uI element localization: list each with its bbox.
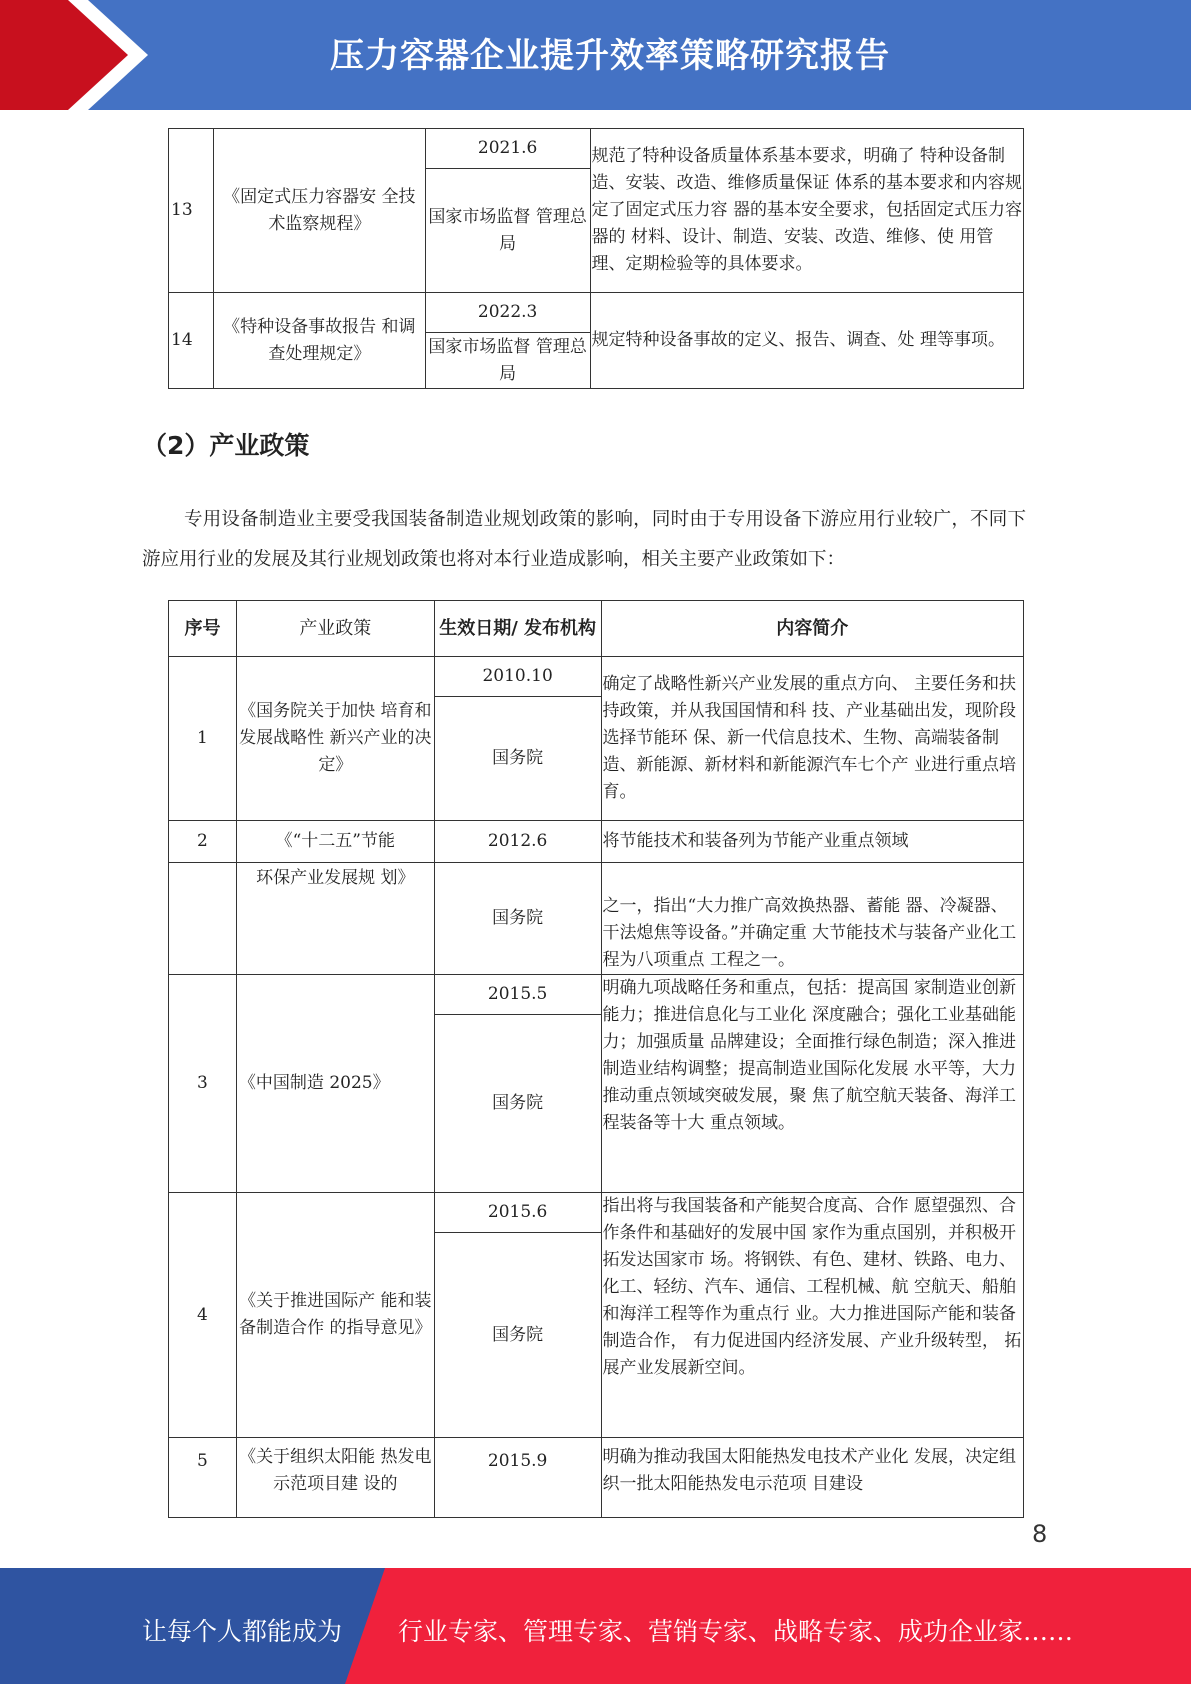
effective-date: 2012.6 bbox=[434, 821, 601, 863]
effective-date: 2015.9 bbox=[434, 1438, 601, 1518]
report-title: 压力容器企业提升效率策略研究报告 bbox=[330, 36, 890, 76]
table-row bbox=[169, 129, 1024, 169]
page-number: 8 bbox=[1032, 1520, 1048, 1548]
policy-summary: 之一，指出“大力推广高效换热器、蓄能 器、冷凝器、干法熄焦等设备。”并确定重 大节能技术与装备产业化工程为八项重点 工程之一。 bbox=[601, 863, 1023, 975]
policy-summary: 明确为推动我国太阳能热发电技术产业化 发展，决定组织一批太阳能热发电示范项 目建设 bbox=[601, 1438, 1023, 1518]
issuing-authority: 国务院 bbox=[434, 1233, 601, 1438]
table-row bbox=[169, 1193, 1024, 1233]
regulation-summary: 规范了特种设备质量体系基本要求，明确了 特种设备制造、安装、改造、维修质量保证 体系的基本要求和内容规定了固定式压力容 器的基本安全要求，包括固定式压力容器的 材料、设计、制造、安装、改造、维修、使 用管理、定期检验等的具体要求。 bbox=[590, 129, 1023, 293]
footer-slogan-right: 行业专家、管理专家、营销专家、战略专家、成功企业家…… bbox=[398, 1617, 1074, 1646]
row-number: 4 bbox=[169, 1193, 237, 1438]
page-footer bbox=[0, 1568, 1191, 1684]
intro-paragraph: 专用设备制造业主要受我国装备制造业规划政策的影响，同时由于专用设备下游应用行业较广，不同下游应用行业的发展及其行业规划政策也将对本行业造成影响，相关主要产业政策如下： bbox=[142, 509, 1026, 570]
effective-date: 2015.6 bbox=[434, 1193, 601, 1233]
policy-summary: 将节能技术和装备列为节能产业重点领域 bbox=[601, 821, 1023, 863]
policy-name: 《关于推进国际产 能和装备制造合作 的指导意见》 bbox=[236, 1193, 434, 1438]
table-row bbox=[169, 657, 1024, 697]
issuing-authority: 国务院 bbox=[434, 1015, 601, 1193]
issuing-authority: 国务院 bbox=[434, 863, 601, 975]
issuing-authority: 国家市场监督 管理总局 bbox=[425, 333, 590, 389]
effective-date: 2015.5 bbox=[434, 975, 601, 1015]
policy-summary: 指出将与我国装备和产能契合度高、合作 愿望强烈、合作条件和基础好的发展中国 家作为重点国别，并积极开拓发达国家市 场。将钢铁、有色、建材、铁路、电力、 化工、轻纺、汽车、通信、工程机械、航 空航天、船舶和海洋工程等作为重点行 业。大力推进国际产能和装备制造合作， 有力促进国内经济发展、产业升级转型， 拓展产业发展新空间。 bbox=[601, 1193, 1023, 1438]
regulation-table bbox=[168, 128, 1024, 389]
table-row bbox=[169, 821, 1024, 863]
row-number-empty bbox=[169, 863, 237, 975]
table-row bbox=[169, 863, 1024, 975]
table-row bbox=[169, 975, 1024, 1015]
effective-date: 2021.6 bbox=[425, 129, 590, 169]
policy-name: 《国务院关于加快 培育和发展战略性 新兴产业的决定》 bbox=[236, 657, 434, 821]
policy-name: 《“十二五”节能 bbox=[236, 821, 434, 863]
row-number: 1 bbox=[169, 657, 237, 821]
table-header-row bbox=[169, 601, 1024, 657]
regulation-name: 《特种设备事故报告 和调查处理规定》 bbox=[213, 293, 425, 389]
policy-name: 《关于组织太阳能 热发电示范项目建 设的 bbox=[236, 1438, 434, 1518]
industry-policy-table bbox=[168, 600, 1024, 1518]
column-header-policy: 产业政策 bbox=[236, 601, 434, 657]
column-header-date-issuer: 生效日期/ 发布机构 bbox=[434, 601, 601, 657]
footer-slogan-left: 让每个人都能成为 bbox=[142, 1617, 343, 1646]
regulation-name: 《固定式压力容器安 全技术监察规程》 bbox=[213, 129, 425, 293]
regulation-summary: 规定特种设备事故的定义、报告、调查、处 理等事项。 bbox=[590, 293, 1023, 389]
column-header-summary: 内容简介 bbox=[601, 601, 1023, 657]
policy-summary: 确定了战略性新兴产业发展的重点方向、 主要任务和扶持政策，并从我国国情和科 技、产业基础出发，现阶段选择节能环 保、新一代信息技术、生物、高端装备制 造、新能源、新材料和新能源汽车七个产 业进行重点培育。 bbox=[601, 657, 1023, 821]
row-number: 2 bbox=[169, 821, 237, 863]
row-number: 3 bbox=[169, 975, 237, 1193]
policy-name: 环保产业发展规 划》 bbox=[236, 863, 434, 975]
policy-summary: 明确九项战略任务和重点，包括：提高国 家制造业创新能力；推进信息化与工业化 深度融合；强化工业基础能力；加强质量 品牌建设；全面推行绿色制造；深入推进 制造业结构调整；提高制造业国际化发展 水平等，大力推动重点领域突破发展，聚 焦了航空航天装备、海洋工程装备等十大 重点领域。 bbox=[601, 975, 1023, 1193]
table-row bbox=[169, 1438, 1024, 1518]
row-number: 13 bbox=[169, 129, 214, 293]
effective-date: 2022.3 bbox=[425, 293, 590, 333]
section-heading: （2）产业政策 bbox=[142, 431, 310, 460]
effective-date: 2010.10 bbox=[434, 657, 601, 697]
issuing-authority: 国务院 bbox=[434, 697, 601, 821]
row-number: 14 bbox=[169, 293, 214, 389]
table-row bbox=[169, 293, 1024, 333]
column-header-number: 序号 bbox=[169, 601, 237, 657]
policy-name: 《中国制造 2025》 bbox=[236, 975, 434, 1193]
row-number: 5 bbox=[169, 1438, 237, 1518]
issuing-authority: 国家市场监督 管理总局 bbox=[425, 169, 590, 293]
